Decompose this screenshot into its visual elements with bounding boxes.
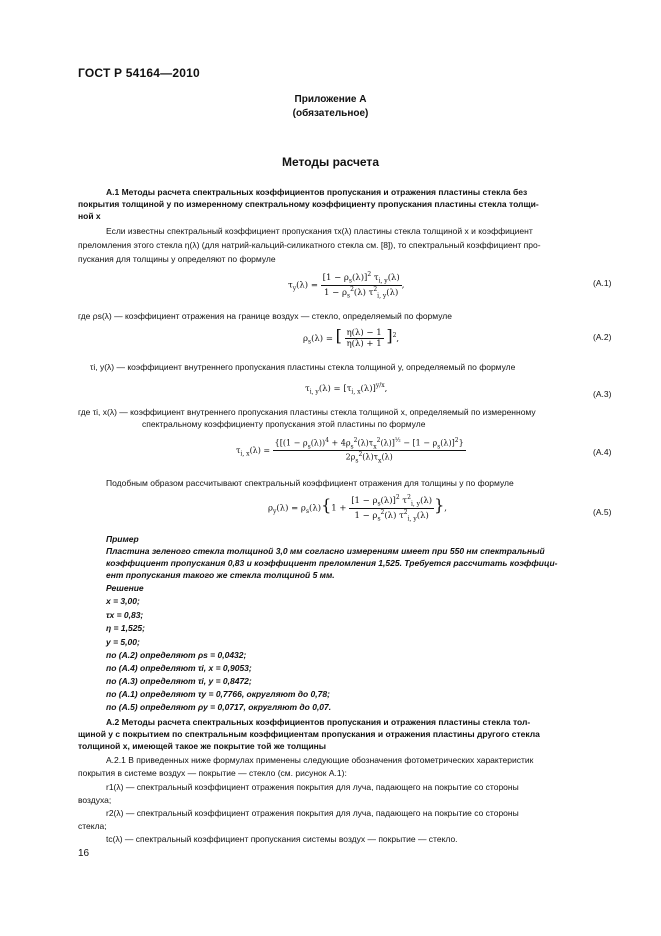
solution-step: по (А.3) определяют τi, y = 0,8472; xyxy=(106,676,252,686)
a2-heading-line1: А.2 Методы расчета спектральных коэффициентов пропускания и отражения пластины стекла тол- xyxy=(106,717,531,727)
solution-step: x = 3,00; xyxy=(106,596,140,606)
r2-line1: r2(λ) — спектральный коэффициент отражения покрытия для луча, падающего на покрытие со стороны xyxy=(106,808,519,818)
a1-para-line3: пускания для толщины y определяют по формуле xyxy=(78,254,276,264)
solution-step: τx = 0,83; xyxy=(106,610,144,620)
equation-a4: $\tau_{i, x}(\lambda)$ = $\frac{\{[(1 - \rho_s(\lambda))^4 + 4\rho_s^2(\lambda)\tau_x^2(\lambda)]^{\frac{1}{2}} - [1 - \rho_s(\lambda)]^2\}}{2\rho_s^2(\lambda)\tau_x(\lambda)}$ xyxy=(236,437,464,465)
example-line3: ент пропускания такого же стекла толщиной 5 мм. xyxy=(106,570,335,580)
equation-a5: $\rho_y(\lambda) = \rho_s(\lambda)\{1$ + $\frac{[1 - \rho_s(\lambda)]^2 \tau^2_{i, y}(\lambda)}{1 - \rho_s^2(\lambda) \tau^2_{i, y}(\lambda)}$ }, xyxy=(268,494,447,523)
r1-line1: r1(λ) — спектральный коэффициент отражения покрытия для луча, падающего на покрытие со стороны xyxy=(106,782,519,792)
where-rho: где ρs(λ) — коэффициент отражения на границе воздух — стекло, определяемый по формуле xyxy=(78,311,452,321)
similarly-text: Подобным образом рассчитывают спектральный коэффициент отражения для толщины y по формуле xyxy=(106,478,514,488)
a1-heading-line2: покрытия толщиной y по измеренному спектральному коэффициенту пропускания пластины стекла толщи- xyxy=(78,199,539,209)
a1-para-line1: Если известны спектральный коэффициент пропускания τx(λ) пластины стекла толщиной x и коэффициент xyxy=(106,226,533,236)
a1-heading-line1: А.1 Методы расчета спектральных коэффициентов пропускания и отражения пластины стекла без xyxy=(106,187,528,197)
equation-a3-label: (А.3) xyxy=(593,389,612,399)
solution-step: по (А.2) определяют ρs = 0,0432; xyxy=(106,650,247,660)
a2-heading-line2: щиной y с покрытием по спектральным коэффициентам пропускания и отражения пластины другого стекла xyxy=(78,729,540,739)
equation-a1: $\tau_y(\lambda)$ = $\frac{[1 - \rho_s(\lambda)]^2 \tau_{i, y}(\lambda)}{1 - \rho_s^2(\lambda) \tau^2_{i, y}(\lambda)}$ , xyxy=(288,271,405,300)
standard-header: ГОСТ Р 54164—2010 xyxy=(78,66,200,80)
a1-heading-line3: ной x xyxy=(78,211,101,221)
example-title: Пример xyxy=(106,534,139,544)
annex-title: Приложение А xyxy=(294,94,367,105)
section-title: Методы расчета xyxy=(281,155,379,169)
where-tau-ix-2: спектральному коэффициенту пропускания этой пластины по формуле xyxy=(142,419,426,429)
r1-line2: воздуха; xyxy=(78,795,112,805)
solution-step: y = 5,00; xyxy=(106,637,140,647)
where-tau-iy: τi, y(λ) — коэффициент внутреннего пропускания пластины стекла толщиной y, определяемый по формуле xyxy=(90,362,516,372)
a2-para-line1: А.2.1 В приведенных ниже формулах применены следующие обозначения фотометрических характеристик xyxy=(106,755,534,765)
equation-a4-label: (А.4) xyxy=(593,447,612,457)
tc-line: tc(λ) — спектральный коэффициент пропускания системы воздух — покрытие — стекло. xyxy=(106,834,458,844)
solution-title: Решение xyxy=(106,583,144,593)
annex-subtitle: (обязательное) xyxy=(292,108,369,119)
example-line1: Пластина зеленого стекла толщиной 3,0 мм согласно измерениям имеет при 550 нм спектральный xyxy=(106,546,545,556)
equation-a1-label: (А.1) xyxy=(593,278,612,288)
equation-a2-label: (А.2) xyxy=(593,332,612,342)
a2-para-line2: покрытия в системе воздух — покрытие — стекло (см. рисунок А.1): xyxy=(78,768,347,778)
solution-step: по (А.4) определяют τi, x = 0,9053; xyxy=(106,663,252,673)
where-tau-ix-1: где τi, x(λ) — коэффициент внутреннего пропускания пластины стекла толщиной x, определяемый по измеренному xyxy=(78,407,536,417)
solution-step: η = 1,525; xyxy=(106,623,145,633)
solution-step: по (А.1) определяют τy = 0,7766, округляют до 0,78; xyxy=(106,689,330,699)
a1-para-line2: преломления этого стекла η(λ) (для натрий-кальций-силикатного стекла см. [8]), то спектральный коэффициент про- xyxy=(78,240,541,250)
a2-heading-line3: толщиной x, имеющей такое же покрытие той же толщины xyxy=(78,741,327,751)
solution-step: по (А.5) определяют ρy = 0,0717, округляют до 0,07. xyxy=(106,702,332,712)
example-line2: коэффициент пропускания 0,83 и коэффициент преломления 1,525. Требуется рассчитать коэффици- xyxy=(106,558,558,568)
equation-a2: $\rho_s(\lambda)$ = [ $\frac{\eta(\lambda) - 1}{\eta(\lambda) + 1}$ ]$^2$, xyxy=(303,326,400,349)
equation-a3: $\tau_{i, y}(\lambda) = [\tau_{i, x}(\lambda)]^{y/x}$, xyxy=(305,382,388,396)
equation-a5-label: (А.5) xyxy=(593,507,612,517)
r2-line2: стекла; xyxy=(78,821,107,831)
page-number: 16 xyxy=(78,848,90,859)
